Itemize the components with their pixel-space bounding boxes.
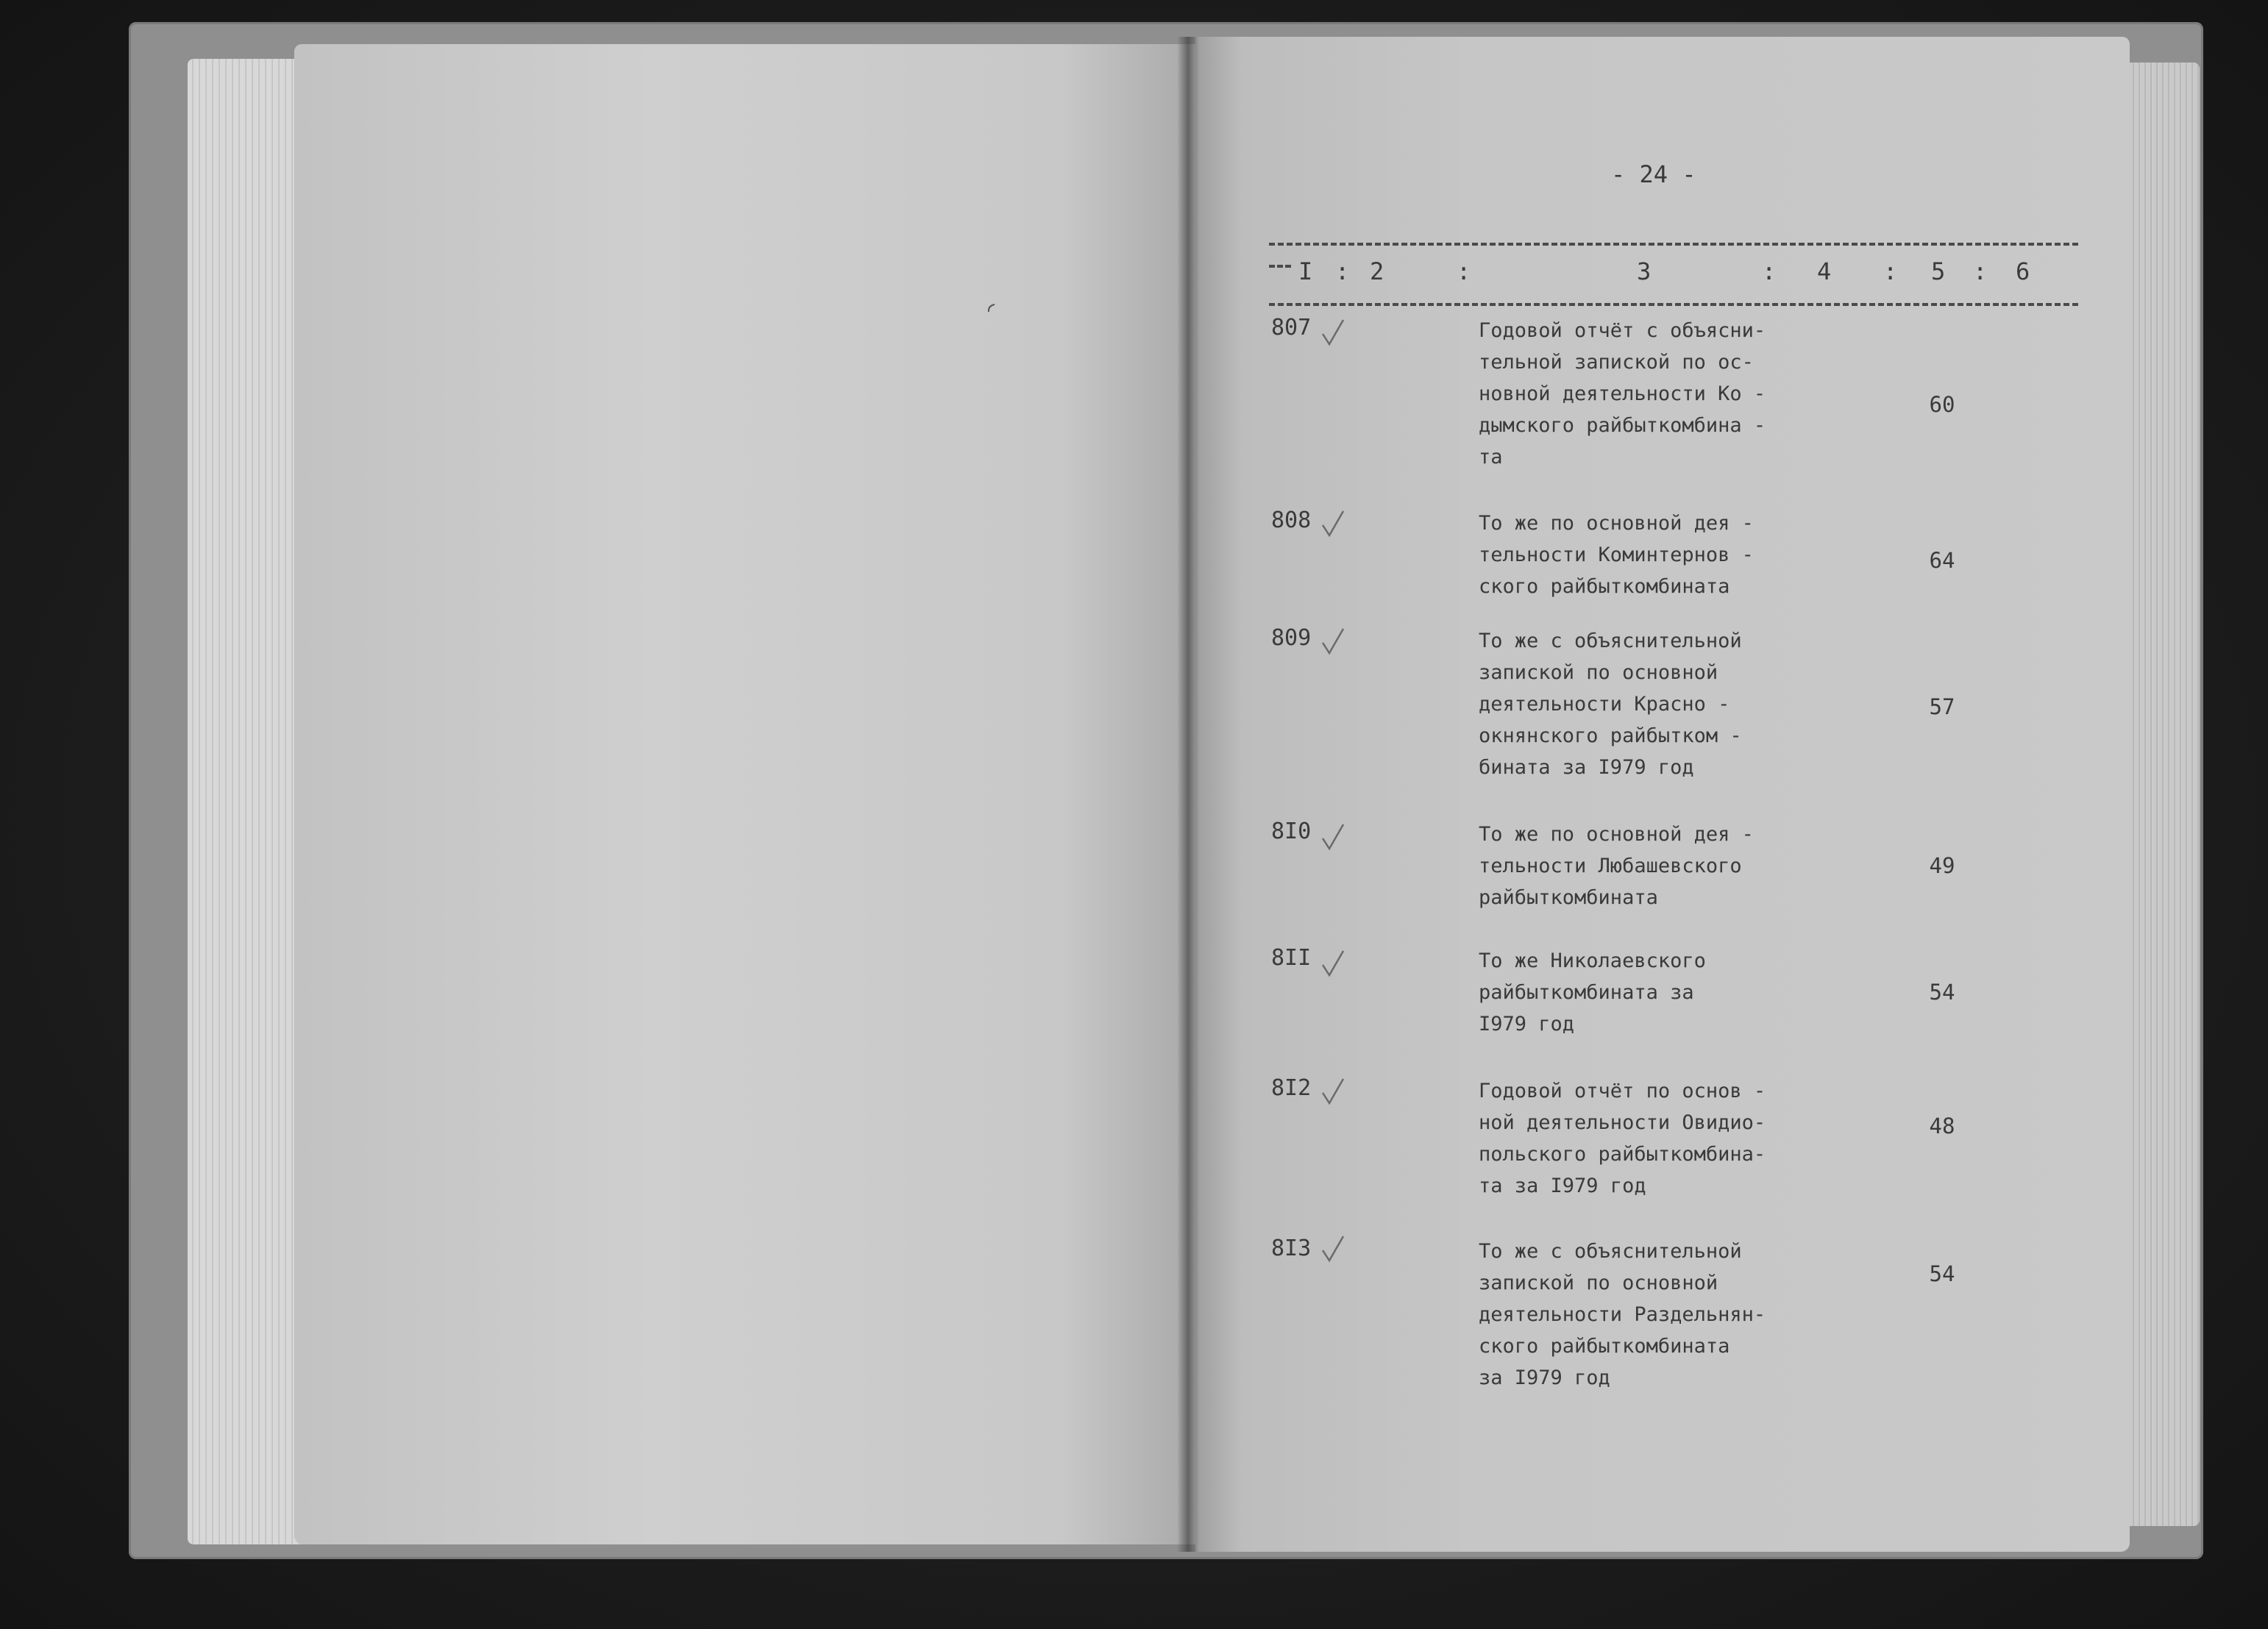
- checkmark-icon: [1320, 1077, 1345, 1106]
- entry-sheet-count: 57: [1929, 694, 1955, 719]
- entry-number: 8I0: [1271, 819, 1312, 844]
- book-gutter: [1177, 37, 1199, 1552]
- left-page-blank: [294, 44, 1195, 1544]
- checkmark-icon: [1320, 822, 1345, 852]
- checkmark-icon: [1320, 318, 1345, 347]
- checkmark-icon: [1320, 949, 1345, 978]
- entry-title: Годовой отчёт с объясни- тельной запиской по ос- новной деятельности Ко - дымского райбыткомбина - та: [1479, 319, 1766, 468]
- checkmark-icon: [1320, 1234, 1345, 1263]
- entry-title: То же с объяснительной запиской по основной деятельности Раздельнян- ского райбыткомбината за I979 год: [1479, 1240, 1766, 1389]
- table-mid-rule: [1269, 265, 1291, 268]
- col-header-3: 3: [1637, 257, 1652, 285]
- entry-sheet-count: 64: [1929, 548, 1955, 573]
- table-top-rule: [1269, 243, 2078, 246]
- entry-number: 8II: [1271, 945, 1312, 971]
- entry-sheet-count: 60: [1929, 392, 1955, 417]
- entry-number: 8I2: [1271, 1075, 1312, 1101]
- col-header-5: 5: [1931, 257, 1946, 285]
- col-sep-4: :: [1883, 257, 1898, 285]
- entry-sheet-count: 54: [1929, 980, 1955, 1005]
- col-sep-2: :: [1457, 257, 1471, 285]
- entry-title: То же по основной дея - тельности Любашевского райбыткомбината: [1479, 823, 1754, 909]
- checkmark-icon: [1320, 509, 1345, 538]
- col-header-4: 4: [1817, 257, 1832, 285]
- entry-sheet-count: 54: [1929, 1261, 1955, 1286]
- entry-sheet-count: 49: [1929, 853, 1955, 878]
- page-number: - 24 -: [1611, 160, 1696, 188]
- col-header-2: 2: [1370, 257, 1384, 285]
- col-header-6: 6: [2016, 257, 2030, 285]
- col-sep-3: :: [1762, 257, 1777, 285]
- checkmark-icon: [1320, 627, 1345, 656]
- stray-mark: [986, 303, 996, 313]
- entry-title: То же по основной дея - тельности Коминтернов - ского райбыткомбината: [1479, 512, 1754, 598]
- table-bottom-rule: [1269, 303, 2078, 306]
- entry-number: 8I3: [1271, 1236, 1312, 1261]
- entry-number: 809: [1271, 625, 1312, 651]
- entry-number: 808: [1271, 507, 1312, 533]
- entry-title: Годовой отчёт по основ - ной деятельности Овидио- польского райбыткомбина- та за I979 год: [1479, 1080, 1766, 1197]
- entry-title: То же с объяснительной запиской по основной деятельности Красно - окнянского райбытком - бината за I979 год: [1479, 630, 1742, 779]
- entry-title: То же Николаевского райбыткомбината за I979 год: [1479, 949, 1706, 1035]
- col-sep-1: :: [1335, 257, 1350, 285]
- entry-sheet-count: 48: [1929, 1113, 1955, 1138]
- col-sep-5: :: [1973, 257, 1988, 285]
- entry-number: 807: [1271, 315, 1312, 341]
- col-header-1: I: [1298, 257, 1313, 285]
